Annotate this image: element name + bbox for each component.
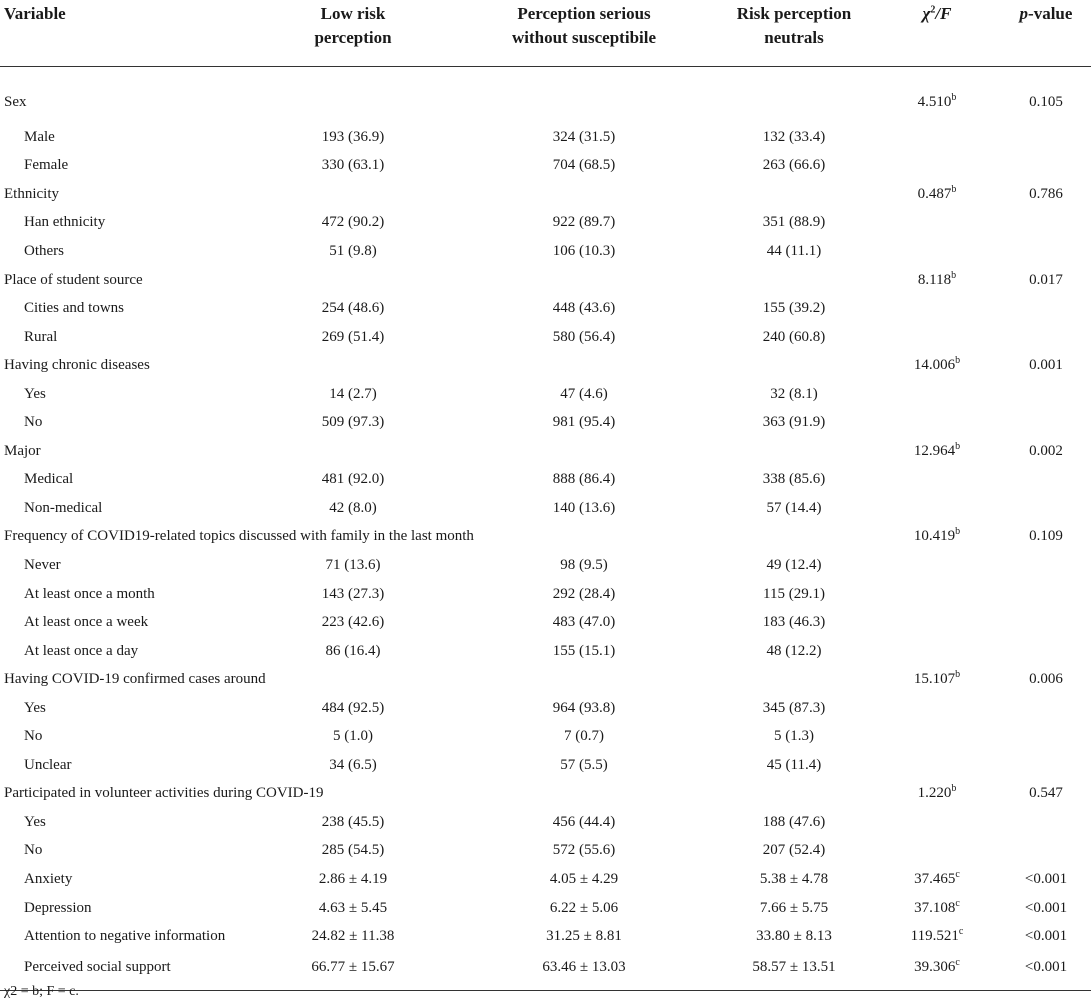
cell-perception-serious: 448 (43.6) [552,300,616,317]
cell-statistic [873,408,1001,437]
row-label: Others [24,242,64,259]
table-row [0,808,1091,837]
cell-statistic [873,494,1001,523]
row-label: Having COVID-19 confirmed cases around [4,671,266,688]
table-row [0,922,1091,951]
cell-low-risk [253,351,453,380]
cell-p-value [1001,836,1091,865]
cell-neutrals: 44 (11.1) [766,242,822,259]
cell-statistic [873,693,1001,722]
cell-neutrals: 338 (85.6) [762,471,826,488]
table-row [0,551,1091,580]
cell-neutrals: 263 (66.6) [762,157,826,174]
table-row [0,208,1091,237]
cell-statistic [873,123,1001,152]
cell-neutrals: 5.38 ± 4.78 [759,870,829,887]
cell-low-risk: 5 (1.0) [333,728,373,745]
row-label: Anxiety [24,870,73,887]
cell-p-value [1001,494,1091,523]
cell-low-risk: 223 (42.6) [321,614,385,631]
header-p-rest: -value [1028,4,1073,23]
statistic-superscript: b [955,526,961,538]
statistic-superscript: b [951,91,957,103]
table-row [0,66,1091,123]
cell-statistic [873,579,1001,608]
cell-statistic [873,379,1001,408]
statistic-value: 4.510 [917,93,952,110]
row-label: Frequency of COVID19-related topics discussed with family in the last month [4,528,474,545]
cell-p-value: 0.105 [1029,93,1063,110]
cell-statistic [873,294,1001,323]
cell-neutrals [715,180,873,209]
cell-perception-serious [453,665,715,694]
table-row [0,836,1091,865]
cell-perception-serious: 47 (4.6) [560,385,608,402]
table-body [0,66,1091,991]
cell-p-value: <0.001 [1024,899,1068,916]
cell-neutrals: 5 (1.3) [774,728,814,745]
cell-perception-serious: 98 (9.5) [560,556,608,573]
cell-neutrals: 345 (87.3) [762,699,826,716]
row-label: Place of student source [4,271,143,288]
cell-statistic [873,808,1001,837]
row-label: At least once a month [24,585,155,602]
cell-p-value [1001,608,1091,637]
table-row [0,636,1091,665]
table-row [0,608,1091,637]
cell-statistic [873,66,1001,123]
cell-p-value [1001,808,1091,837]
cell-statistic [873,665,1001,694]
statistic-superscript: b [951,269,957,281]
cell-low-risk: 254 (48.6) [321,300,385,317]
table-row [0,950,1091,991]
header-statistic-rest: /F [935,4,952,23]
table-row [0,351,1091,380]
cell-statistic [873,950,1001,991]
cell-perception-serious [453,351,715,380]
cell-neutrals: 351 (88.9) [762,214,826,231]
row-label: No [24,414,43,431]
table-row [0,693,1091,722]
statistic-superscript: c [958,926,964,938]
row-label: Unclear [24,756,72,773]
cell-statistic [873,465,1001,494]
cell-p-value [1001,751,1091,780]
cell-p-value [1001,322,1091,351]
statistic-superscript: c [955,868,960,880]
header-perception-serious-line2: without susceptibile [511,28,657,47]
cell-neutrals: 7.66 ± 5.75 [759,899,829,916]
cell-neutrals: 188 (47.6) [762,813,826,830]
statistic-value: 37.108 [914,899,956,916]
cell-p-value [1001,465,1091,494]
cell-neutrals [715,522,873,551]
cell-p-value: <0.001 [1024,959,1068,976]
cell-statistic [873,836,1001,865]
cell-neutrals: 48 (12.2) [766,642,822,659]
cell-perception-serious: 324 (31.5) [552,128,616,145]
header-neutrals-line1: Risk perception [736,4,852,23]
table-row [0,893,1091,922]
cell-statistic [873,180,1001,209]
cell-p-value [1001,151,1091,180]
table-row [0,294,1091,323]
cell-statistic [873,522,1001,551]
cell-perception-serious [453,522,715,551]
statistic-superscript: b [955,355,961,367]
cell-perception-serious: 31.25 ± 8.81 [546,928,622,945]
cell-perception-serious: 6.22 ± 5.06 [549,899,619,916]
cell-p-value [1001,722,1091,751]
cell-perception-serious: 57 (5.5) [560,756,608,773]
row-label: At least once a week [24,614,149,631]
statistic-superscript: b [955,440,961,452]
row-label: Ethnicity [4,185,59,202]
cell-perception-serious [453,66,715,123]
table-row [0,437,1091,466]
header-low-risk [253,0,453,66]
header-low-risk-line1: Low risk [320,4,386,23]
cell-p-value [1001,379,1091,408]
cell-neutrals: 155 (39.2) [762,300,826,317]
cell-statistic [873,779,1001,808]
header-p-italic: p [1019,4,1029,23]
cell-neutrals [715,437,873,466]
row-label: Male [24,128,55,145]
cell-statistic [873,636,1001,665]
cell-neutrals: 45 (11.4) [766,756,822,773]
row-label: Never [24,556,61,573]
statistic-value: 10.419 [913,528,956,545]
cell-neutrals: 115 (29.1) [763,585,825,602]
cell-p-value [1001,579,1091,608]
header-neutrals [715,0,873,66]
cell-perception-serious: 483 (47.0) [552,614,616,631]
table-row [0,180,1091,209]
cell-p-value: 0.786 [1029,185,1063,202]
cell-low-risk [253,665,453,694]
cell-neutrals: 49 (12.4) [766,556,822,573]
cell-low-risk: 34 (6.5) [329,756,377,773]
cell-low-risk: 472 (90.2) [321,214,385,231]
cell-neutrals [715,665,873,694]
cell-low-risk: 51 (9.8) [329,242,377,259]
cell-p-value [1001,208,1091,237]
row-label: Yes [24,385,46,402]
cell-perception-serious: 140 (13.6) [552,499,616,516]
cell-statistic [873,437,1001,466]
cell-statistic [873,722,1001,751]
table-row [0,465,1091,494]
cell-perception-serious: 572 (55.6) [552,842,616,859]
row-label: No [24,842,43,859]
cell-statistic [873,893,1001,922]
cell-p-value: 0.001 [1029,357,1063,374]
row-label: Having chronic diseases [4,357,150,374]
cell-perception-serious: 292 (28.4) [552,585,616,602]
statistic-value: 15.107 [913,671,956,688]
row-label: Major [4,442,41,459]
statistic-value: 14.006 [913,357,956,374]
cell-p-value: 0.547 [1029,785,1063,802]
cell-neutrals: 32 (8.1) [770,385,818,402]
cell-low-risk: 66.77 ± 15.67 [311,959,395,976]
header-perception-serious-line1: Perception serious [517,4,651,23]
cell-low-risk [253,66,453,123]
cell-statistic [873,208,1001,237]
cell-statistic [873,322,1001,351]
cell-p-value [1001,294,1091,323]
cell-statistic [873,608,1001,637]
row-label: At least once a day [24,642,139,659]
cell-neutrals: 33.80 ± 8.13 [756,928,832,945]
row-label: Non-medical [24,499,103,516]
cell-statistic [873,922,1001,951]
cell-p-value [1001,693,1091,722]
table-row [0,779,1091,808]
cell-p-value: 0.002 [1029,442,1063,459]
cell-low-risk: 481 (92.0) [321,471,385,488]
cell-low-risk: 86 (16.4) [325,642,381,659]
statistic-superscript: b [951,183,957,195]
statistic-superscript: c [955,957,960,969]
cell-perception-serious [453,437,715,466]
cell-p-value: <0.001 [1024,928,1068,945]
row-label: Rural [24,328,58,345]
header-p-value [1001,0,1091,66]
statistic-value: 8.118 [917,271,952,288]
cell-statistic [873,551,1001,580]
cell-perception-serious: 580 (56.4) [552,328,616,345]
row-label: Participated in volunteer activities during COVID-19 [4,785,324,802]
cell-neutrals: 132 (33.4) [762,128,826,145]
table-row [0,379,1091,408]
cell-perception-serious: 7 (0.7) [564,728,604,745]
statistic-value: 119.521 [910,928,959,945]
table-row [0,722,1091,751]
cell-neutrals [715,66,873,123]
cell-statistic [873,265,1001,294]
cell-low-risk [253,437,453,466]
cell-low-risk: 509 (97.3) [321,414,385,431]
table-row [0,265,1091,294]
cell-low-risk: 269 (51.4) [321,328,385,345]
table-row [0,865,1091,894]
cell-perception-serious: 888 (86.4) [552,471,616,488]
cell-perception-serious: 922 (89.7) [552,214,616,231]
cell-perception-serious [453,779,715,808]
table-row [0,322,1091,351]
header-row [0,0,1091,66]
row-label: Female [24,157,69,174]
cell-neutrals: 207 (52.4) [762,842,826,859]
cell-neutrals [715,779,873,808]
cell-perception-serious [453,180,715,209]
cell-perception-serious: 4.05 ± 4.29 [549,870,619,887]
table-row [0,751,1091,780]
cell-low-risk: 238 (45.5) [321,813,385,830]
cell-p-value: <0.001 [1024,870,1068,887]
table-row [0,151,1091,180]
cell-low-risk: 42 (8.0) [329,499,377,516]
statistic-superscript: c [955,897,960,909]
cell-perception-serious: 155 (15.1) [552,642,616,659]
row-label: Cities and towns [24,300,124,317]
row-label: Yes [24,699,46,716]
cell-p-value: 0.017 [1029,271,1063,288]
cell-low-risk: 14 (2.7) [329,385,377,402]
cell-low-risk: 143 (27.3) [321,585,385,602]
cell-low-risk: 2.86 ± 4.19 [318,870,388,887]
cell-low-risk [253,265,453,294]
table-header [0,0,1091,66]
cell-statistic [873,865,1001,894]
cell-p-value [1001,237,1091,266]
cell-neutrals: 183 (46.3) [762,614,826,631]
cell-statistic [873,351,1001,380]
statistic-superscript: b [955,669,961,681]
cell-low-risk: 484 (92.5) [321,699,385,716]
header-perception-serious [453,0,715,66]
cell-perception-serious: 63.46 ± 13.03 [542,959,626,976]
cell-p-value [1001,408,1091,437]
table-row [0,408,1091,437]
cell-statistic [873,151,1001,180]
cell-statistic [873,237,1001,266]
table-row [0,522,1091,551]
row-label: Medical [24,471,74,488]
row-label: Yes [24,813,46,830]
statistic-value: 1.220 [917,785,952,802]
cell-low-risk: 71 (13.6) [325,556,381,573]
header-neutrals-line2: neutrals [764,28,824,47]
cell-p-value: 0.006 [1029,671,1063,688]
cell-neutrals [715,265,873,294]
row-label: Han ethnicity [24,214,106,231]
header-statistic-chi: χ [922,4,931,23]
cell-p-value [1001,636,1091,665]
cell-low-risk: 4.63 ± 5.45 [318,899,388,916]
table-row [0,494,1091,523]
cell-neutrals [715,351,873,380]
cell-perception-serious: 964 (93.8) [552,699,616,716]
row-label: Attention to negative information [24,928,226,945]
cell-neutrals: 57 (14.4) [766,499,822,516]
row-label: Depression [24,899,92,916]
table-row [0,665,1091,694]
row-label: No [24,728,43,745]
cell-low-risk [253,180,453,209]
cell-statistic [873,751,1001,780]
cell-low-risk: 330 (63.1) [321,157,385,174]
table-row [0,579,1091,608]
header-statistic-sup: 2 [930,4,936,16]
cell-p-value [1001,551,1091,580]
table-row [0,123,1091,152]
cell-perception-serious: 456 (44.4) [552,813,616,830]
cell-perception-serious: 704 (68.5) [552,157,616,174]
statistic-superscript: b [951,783,957,795]
header-variable: Variable [4,4,66,23]
header-statistic [873,0,1001,66]
header-low-risk-line2: perception [314,28,392,47]
cell-p-value: 0.109 [1029,528,1063,545]
cell-low-risk: 285 (54.5) [321,842,385,859]
cell-neutrals: 240 (60.8) [762,328,826,345]
statistic-value: 37.465 [914,870,956,887]
table-row [0,237,1091,266]
statistic-value: 0.487 [917,185,952,202]
cell-neutrals: 58.57 ± 13.51 [752,959,836,976]
cell-low-risk: 193 (36.9) [321,128,385,145]
cell-low-risk: 24.82 ± 11.38 [311,928,395,945]
row-label: Sex [4,93,27,110]
row-label: Perceived social support [24,959,171,976]
cell-p-value [1001,123,1091,152]
cell-perception-serious: 106 (10.3) [552,242,616,259]
table-footnote: χ2 = b; F = c. [4,984,79,999]
statistic-value: 12.964 [913,442,956,459]
cell-perception-serious: 981 (95.4) [552,414,616,431]
statistic-value: 39.306 [914,959,956,976]
cell-perception-serious [453,265,715,294]
cell-neutrals: 363 (91.9) [762,414,826,431]
